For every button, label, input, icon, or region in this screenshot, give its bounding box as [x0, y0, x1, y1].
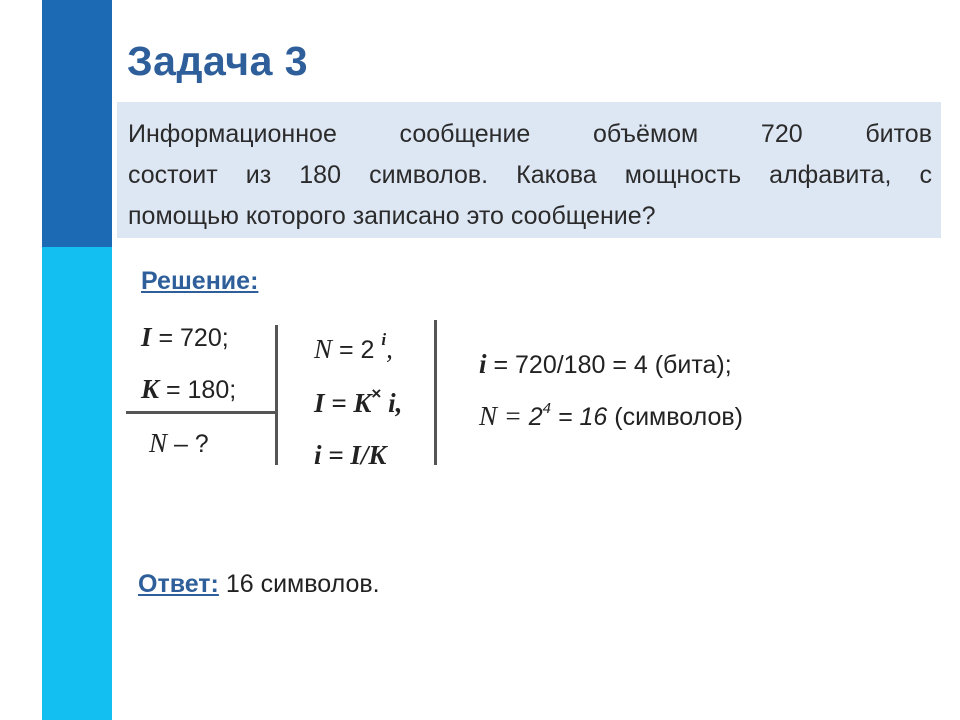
calc-line-1	[479, 349, 732, 380]
formula-1-sup: i	[381, 330, 387, 349]
calc-line-2-var: N =	[479, 401, 529, 431]
calc-line-1-text: = 720/180 = 4 (бита);	[486, 351, 732, 379]
solution-label: Решение:	[141, 267, 259, 295]
formula-2-right: i,	[381, 388, 403, 418]
formula-2-left: I = K	[314, 388, 372, 418]
formula-1-end: ,	[386, 334, 393, 364]
calc-line-2-base: 2	[528, 403, 543, 431]
calc-line-2-end: (символов)	[607, 403, 743, 431]
given-n-unknown: – ?	[167, 430, 209, 458]
calc-line-2-exp: 4	[542, 400, 551, 417]
formula-1	[314, 330, 393, 365]
slide-title: Задача 3	[127, 38, 309, 84]
given-k-value: = 180;	[159, 376, 237, 404]
given-i	[141, 322, 229, 353]
task-text	[128, 114, 932, 237]
given-n	[149, 428, 209, 459]
given-divider	[126, 411, 276, 414]
formula-2	[314, 384, 402, 419]
given-k-var: K	[141, 374, 160, 404]
given-n-var: N	[149, 428, 168, 458]
formula-3	[314, 440, 386, 471]
formula-1-mid: = 2	[332, 336, 382, 364]
formula-2-times: ×	[371, 384, 382, 403]
formula-1-left: N	[314, 334, 333, 364]
formula-3-text: i = I/K	[314, 440, 387, 470]
divider-line-1	[275, 325, 278, 465]
answer-text: 16 символов.	[218, 570, 380, 598]
side-bar-dark	[42, 0, 112, 247]
calc-line-2-mid: = 16	[550, 403, 608, 431]
task-line-3: помощью которого записано это сообщение?	[128, 202, 656, 230]
answer	[138, 570, 380, 599]
given-k	[141, 374, 236, 405]
calc-line-2	[479, 400, 743, 432]
answer-label: Ответ:	[138, 570, 219, 598]
side-bar-light	[42, 247, 112, 720]
task-line-2: состоит из 180 символов. Какова мощность алфавита, с	[128, 161, 932, 189]
task-line-1: Информационное сообщение объёмом 720 битов	[128, 120, 932, 148]
given-i-var: I	[141, 322, 152, 352]
given-i-value: = 720;	[151, 324, 229, 352]
divider-line-2	[434, 320, 437, 465]
calc-line-1-var: i	[479, 349, 487, 379]
